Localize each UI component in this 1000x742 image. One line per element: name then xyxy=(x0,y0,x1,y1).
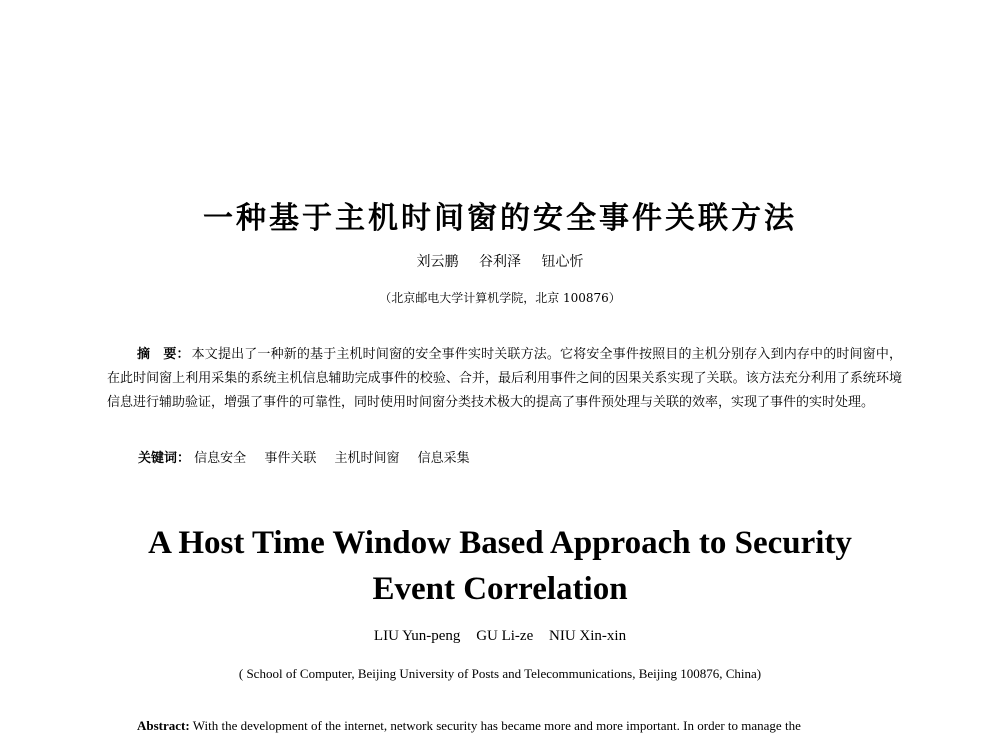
chinese-keyword-4: 信息采集 xyxy=(417,451,470,466)
english-title xyxy=(0,520,1000,612)
english-abstract-text: With the development of the internet, network security has became more and more important. In order to manage the xyxy=(189,718,801,733)
chinese-abstract-label: 摘 要： xyxy=(137,347,190,362)
chinese-abstract-text: 本文提出了一种新的基于主机时间窗的安全事件实时关联方法。它将安全事件按照目的主机分别存入到内存中的时间窗中，在此时间窗上利用采集的系统主机信息辅助完成事件的校验、合并，最后利用事件之间的因果关系实现了关联。该方法充分利用了系统环境信息进行辅助验证，增强了事件的可靠性，同时使用时间窗分类技术极大的提高了事件预处理与关联的效率，实现了事件的实时处理。 xyxy=(107,347,902,410)
chinese-keywords xyxy=(138,448,898,470)
chinese-abstract xyxy=(107,343,902,415)
english-author-2: GU Li-ze xyxy=(476,628,534,644)
chinese-authors xyxy=(0,251,1000,271)
chinese-affiliation: （北京邮电大学计算机学院，北京 100876） xyxy=(379,291,621,305)
chinese-author-3: 钮心忻 xyxy=(541,254,584,270)
chinese-author-2: 谷利泽 xyxy=(479,254,521,270)
english-abstract-label: Abstract: xyxy=(137,718,190,733)
chinese-title: 一种基于主机时间窗的安全事件关联方法 xyxy=(203,201,797,236)
chinese-keyword-2: 事件关联 xyxy=(264,451,317,466)
chinese-keywords-label: 关键词： xyxy=(138,451,191,466)
chinese-keyword-3: 主机时间窗 xyxy=(334,451,400,466)
english-title-line-1: A Host Time Window Based Approach to Security xyxy=(148,525,852,561)
english-abstract xyxy=(137,716,907,736)
english-authors xyxy=(0,628,1000,645)
chinese-author-1: 刘云鹏 xyxy=(416,254,459,270)
english-author-3: NIU Xin-xin xyxy=(549,628,627,644)
chinese-keyword-1: 信息安全 xyxy=(194,451,247,466)
english-affiliation: ( School of Computer, Beijing University of Posts and Telecommunications, Beijing 100876, China) xyxy=(238,666,762,681)
english-title-line-2: Event Correlation xyxy=(372,571,628,607)
english-author-1: LIU Yun-peng xyxy=(373,628,461,644)
